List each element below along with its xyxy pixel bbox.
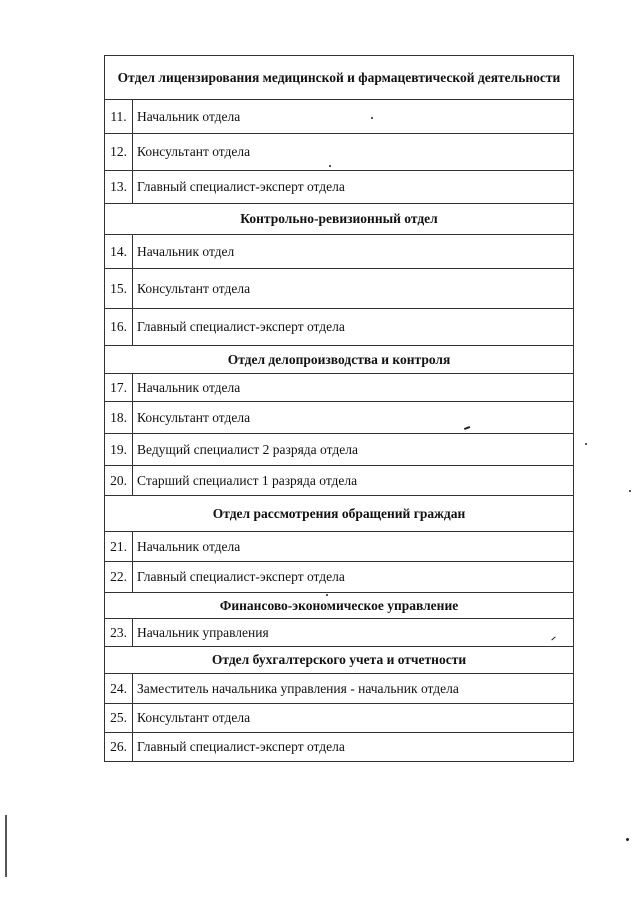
position-row	[105, 100, 574, 134]
position-row	[105, 171, 574, 204]
position-row	[105, 619, 574, 647]
department-row	[105, 496, 574, 532]
row-number: 13.	[105, 171, 133, 204]
position-row	[105, 733, 574, 762]
position-row	[105, 309, 574, 346]
staff-positions-table	[104, 55, 574, 762]
position-row	[105, 374, 574, 402]
department-row	[105, 593, 574, 619]
department-row	[105, 647, 574, 674]
position-row	[105, 134, 574, 171]
position-row	[105, 434, 574, 466]
position-title: Консультант отдела	[133, 402, 574, 434]
scan-speck	[585, 443, 587, 445]
position-title: Начальник отдела	[133, 100, 574, 134]
row-number: 19.	[105, 434, 133, 466]
position-title: Главный специалист-эксперт отдела	[133, 309, 574, 346]
position-title: Старший специалист 1 разряда отдела	[133, 466, 574, 496]
position-row	[105, 674, 574, 704]
row-number: 21.	[105, 532, 133, 562]
position-row	[105, 235, 574, 269]
row-number: 23.	[105, 619, 133, 647]
row-number: 24.	[105, 674, 133, 704]
position-title: Консультант отдела	[133, 134, 574, 171]
department-row	[105, 204, 574, 235]
position-title: Главный специалист-эксперт отдела	[133, 733, 574, 762]
row-number: 20.	[105, 466, 133, 496]
row-number: 14.	[105, 235, 133, 269]
position-row	[105, 402, 574, 434]
position-title: Главный специалист-эксперт отдела	[133, 562, 574, 593]
position-title: Консультант отдела	[133, 269, 574, 309]
department-title: Отдел рассмотрения обращений граждан	[105, 496, 574, 532]
position-title: Начальник отдела	[133, 374, 574, 402]
position-title: Начальник отдела	[133, 532, 574, 562]
scan-speck	[629, 490, 631, 492]
row-number: 12.	[105, 134, 133, 171]
position-row	[105, 704, 574, 733]
scan-speck	[625, 837, 629, 841]
row-number: 25.	[105, 704, 133, 733]
row-number: 18.	[105, 402, 133, 434]
department-row	[105, 346, 574, 374]
department-title: Отдел делопроизводства и контроля	[105, 346, 574, 374]
position-title: Начальник отдел	[133, 235, 574, 269]
department-title: Отдел лицензирования медицинской и фармацевтической деятельности	[105, 56, 574, 100]
position-title: Ведущий специалист 2 разряда отдела	[133, 434, 574, 466]
row-number: 17.	[105, 374, 133, 402]
position-row	[105, 562, 574, 593]
department-row	[105, 56, 574, 100]
position-row	[105, 466, 574, 496]
row-number: 22.	[105, 562, 133, 593]
department-title: Контрольно-ревизионный отдел	[105, 204, 574, 235]
row-number: 26.	[105, 733, 133, 762]
department-title: Финансово-экономическое управление	[105, 593, 574, 619]
row-number: 16.	[105, 309, 133, 346]
position-title: Начальник управления	[133, 619, 574, 647]
position-title: Консультант отдела	[133, 704, 574, 733]
row-number: 15.	[105, 269, 133, 309]
position-row	[105, 532, 574, 562]
position-row	[105, 269, 574, 309]
department-title: Отдел бухгалтерского учета и отчетности	[105, 647, 574, 674]
scan-edge-line	[5, 815, 7, 877]
row-number: 11.	[105, 100, 133, 134]
position-title: Заместитель начальника управления - начальник отдела	[133, 674, 574, 704]
position-title: Главный специалист-эксперт отдела	[133, 171, 574, 204]
